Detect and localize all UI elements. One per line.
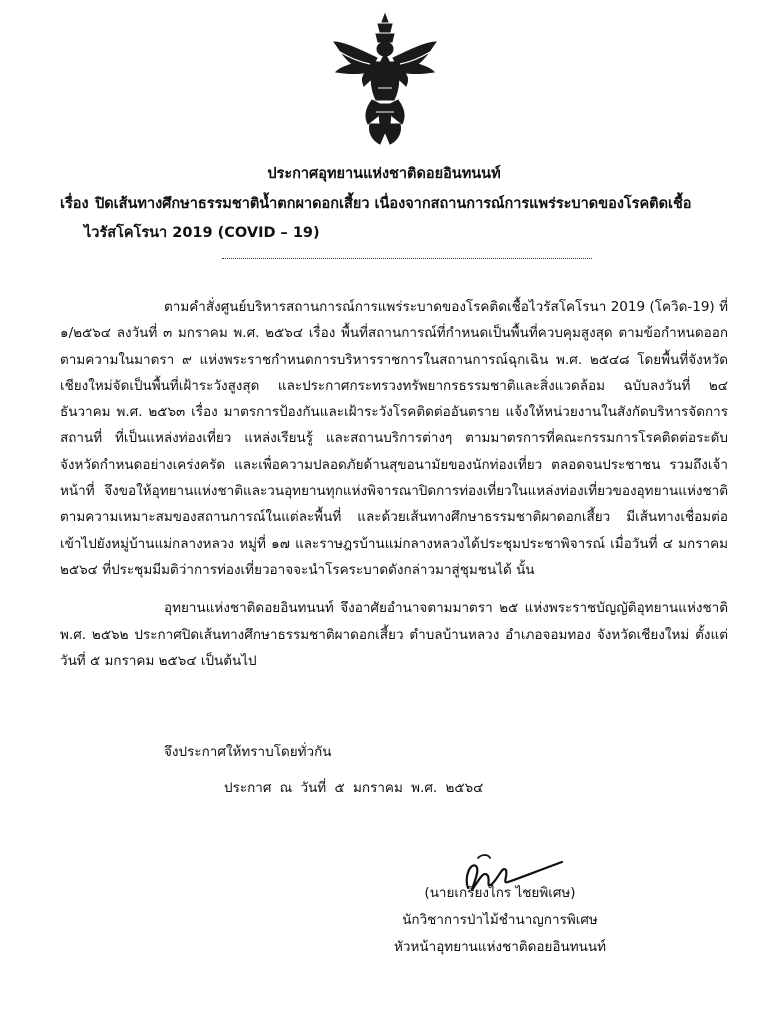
dotted-divider	[222, 258, 592, 259]
page-title: ประกาศอุทยานแห่งชาติดอยอินทนนท์	[267, 166, 501, 182]
subject-line-2: ไวรัสโคโรนา 2019 (COVID – 19)	[84, 225, 320, 241]
announce-date: ประกาศ ณ วันที่ ๕ มกราคม พ.ศ. ๒๕๖๔	[224, 780, 484, 796]
signature-block	[340, 880, 660, 961]
signer-role: หัวหน้าอุทยานแห่งชาติดอยอินทนนท์	[394, 939, 606, 955]
signer-position: นักวิชาการป่าไม้ชำนาญการพิเศษ	[402, 912, 598, 928]
subject-label: เรื่อง	[60, 196, 89, 212]
body-text	[60, 294, 728, 674]
paragraph-2: อุทยานแห่งชาติดอยอินทนนท์ จึงอาศัยอำนาจตามมาตรา ๒๕ แห่งพระราชบัญญัติอุทยานแห่งชาติ พ.ศ. ๒๕๖๒ ประกาศปิดเส้นทางศึกษาธรรมชาติผาดอกเสี้ยว ตำบลบ้านหลวง อำเภอจอมทอง จังหวัดเชียงใหม่ ตั้งแต่วันที่ ๕ มกราคม ๒๕๖๔ เป็นต้นไป	[60, 600, 728, 669]
closing-line: จึงประกาศให้ทราบโดยทั่วกัน	[164, 744, 332, 760]
subject-block	[60, 190, 730, 248]
signer-name: (นายเกรียงไกร ไชยพิเศษ)	[424, 885, 576, 901]
subject-line-1: ปิดเส้นทางศึกษาธรรมชาติน้ำตกผาดอกเสี้ยว เนื่องจากสถานการณ์การแพร่ระบาดของโรคติดเชื้อ	[95, 196, 692, 212]
paragraph-1: ตามคำสั่งศูนย์บริหารสถานการณ์การแพร่ระบาดของโรคติดเชื้อไวรัสโคโรนา 2019 (โควิด-19) ที่ ๑/๒๕๖๔ ลงวันที่ ๓ มกราคม พ.ศ. ๒๕๖๔ เรื่อง พื้นที่สถานการณ์ที่กำหนดเป็นพื้นที่ควบคุมสูงสุด ตามข้อกำหนดออกตามความในมาตรา ๙ แห่งพระราชกำหนดการบริหารราชการในสถานการณ์ฉุกเฉิน พ.ศ. ๒๕๔๘ โดยพื้นที่จังหวัดเชียงใหม่จัดเป็นพื้นที่เฝ้าระวังสูงสุด และประกาศกระทรวงทรัพยากรธรรมชาติและสิ่งแวดล้อม ฉบับลงวันที่ ๒๔ ธันวาคม พ.ศ. ๒๕๖๓ เรื่อง มาตรการป้องกันและเฝ้าระวังโรคติดต่ออันตราย แจ้งให้หน่วยงานในสังกัดบริหารจัดการสถานที่ ที่เป็นแหล่งท่องเที่ยว แหล่งเรียนรู้ และสถานบริการต่างๆ ตามมาตรการที่คณะกรรมการโรคติดต่อระดับจังหวัดกำหนดอย่างเคร่งครัด และเพื่อความปลอดภัยด้านสุขอนามัยของนักท่องเที่ยว ตลอดจนประชาชน รวมถึงเจ้าหน้าที่ จึงขอให้อุทยานแห่งชาติและวนอุทยานทุกแห่งพิจารณาปิดการท่องเที่ยวในแหล่งท่องเที่ยวของอุทยานแห่งชาติ ตามความเหมาะสมของสถานการณ์ในแต่ละพื้นที่ และด้วยเส้นทางศึกษาธรรมชาติผาดอกเสี้ยว มีเส้นทางเชื่อมต่อเข้าไปยังหมู่บ้านแม่กลางหลวง หมู่ที่ ๑๗ และราษฎรบ้านแม่กลางหลวงได้ประชุมประชาพิจารณ์ เมื่อวันที่ ๔ มกราคม ๒๕๖๔ ที่ประชุมมีมติว่าการท่องเที่ยวอาจจะนำโรคระบาดดังกล่าวมาสู่ชุมชนได้ นั้น	[60, 299, 728, 578]
garuda-emblem-icon	[330, 12, 440, 147]
